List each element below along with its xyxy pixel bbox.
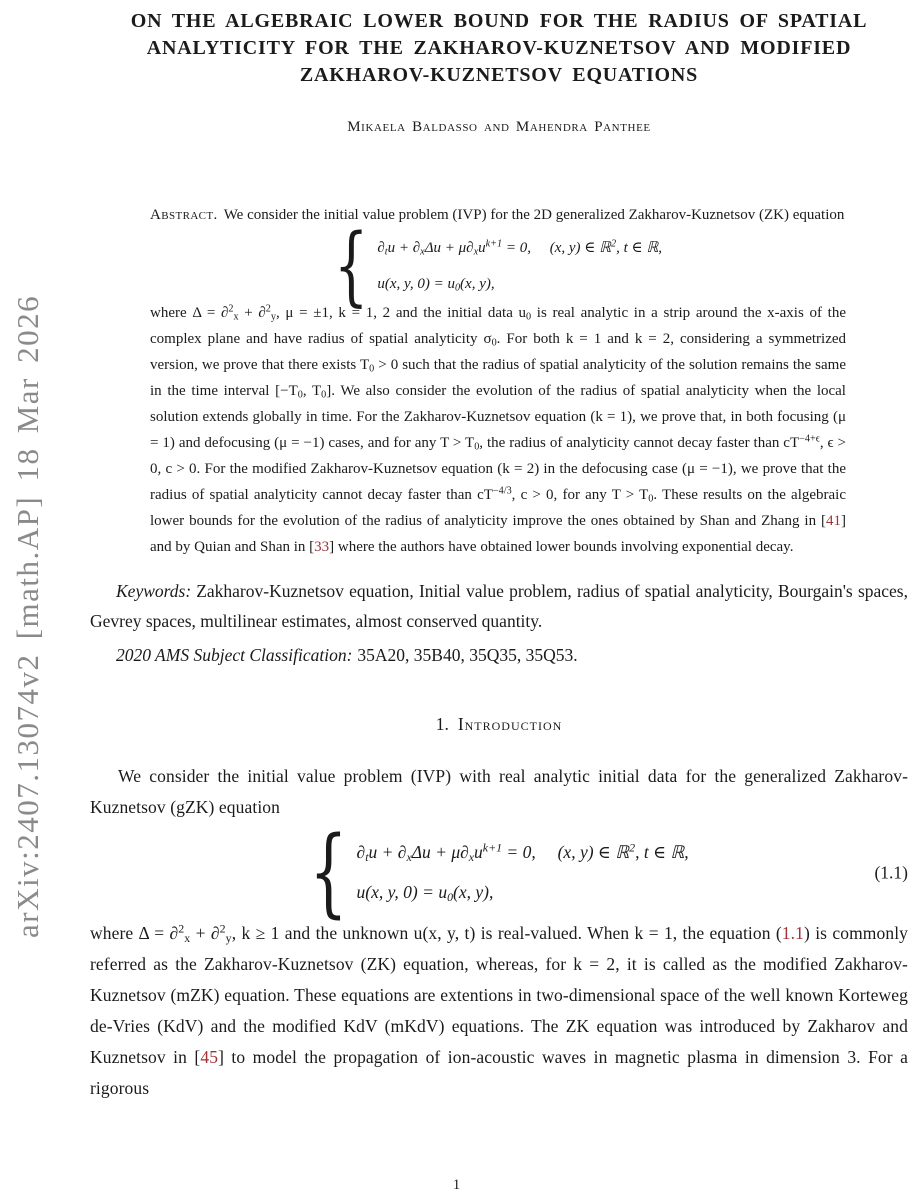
text-run: = 0, (x, y) ∈ ℝ bbox=[502, 842, 630, 862]
text-run: 2 bbox=[178, 921, 185, 936]
citation-33[interactable]: 33 bbox=[314, 539, 330, 555]
equation-1-1-lines bbox=[357, 841, 689, 904]
text-run: t bbox=[365, 849, 369, 864]
text-run: ∂ bbox=[356, 842, 366, 862]
page-number: 1 bbox=[452, 1177, 461, 1193]
text-run: −4+ϵ bbox=[799, 433, 820, 445]
title-line-2: ANALYTICITY FOR THE ZAKHAROV-KUZNETSOV AND MODIFIED bbox=[146, 37, 852, 59]
text-run: 2 bbox=[219, 921, 226, 936]
abstract-intro-paragraph bbox=[150, 202, 846, 228]
paper-content bbox=[90, 0, 908, 1104]
keywords-text: Zakharov-Kuznetsov equation, Initial value problem, radius of spatial analyticity, Bourgain's spaces, Gevrey spaces, multilinear estimates, almost conserved quantity. bbox=[90, 581, 908, 631]
left-brace: { bbox=[333, 214, 369, 316]
text-run: u + ∂ bbox=[368, 842, 407, 862]
classification-text: 35A20, 35B40, 35Q35, 35Q53. bbox=[357, 645, 578, 665]
text-run: ] to model the propagation of ion-acoustic waves in magnetic plasma in dimension 3. For a rigorous bbox=[90, 1047, 908, 1098]
text-run: where Δ = ∂ bbox=[150, 305, 229, 321]
paper-title bbox=[90, 8, 908, 89]
text-run: 2 bbox=[629, 840, 636, 855]
section-title: Introduction bbox=[457, 714, 563, 734]
equation-number: (1.1) bbox=[874, 862, 908, 882]
text-run: , k ≥ 1 and the unknown u(x, y, t) is real-valued. When k = 1, the equation ( bbox=[231, 923, 782, 943]
abstract-body-paragraph bbox=[150, 300, 846, 560]
text-run: u bbox=[478, 240, 486, 256]
abstract-equation-lines bbox=[377, 238, 662, 294]
ref-eq-1-1[interactable]: 1.1 bbox=[781, 923, 804, 943]
classification-paragraph bbox=[90, 640, 908, 670]
text-run: is real analytic in a strip around the x-axis of the complex plane and have radius of spatial analyticity σ bbox=[150, 305, 846, 347]
abstract-equation-line-2 bbox=[377, 274, 662, 294]
text-run: k+1 bbox=[482, 840, 503, 855]
text-run: . For both k = 1 and k = 2, considering a symmetrized version, we prove that there exists T bbox=[150, 331, 847, 373]
text-run: u + ∂ bbox=[387, 240, 421, 256]
equation-1-1-line-1 bbox=[357, 841, 689, 864]
text-run: x bbox=[184, 930, 191, 945]
text-run: x bbox=[233, 311, 239, 323]
text-run: , the radius of analyticity cannot decay faster than cT bbox=[479, 435, 800, 451]
intro-paragraph-2 bbox=[90, 918, 908, 1104]
arxiv-watermark: arXiv:2407.13074v2 [math.AP] 18 Mar 2026 bbox=[10, 294, 45, 938]
text-run: 0 bbox=[648, 493, 654, 505]
text-run: 2 bbox=[611, 238, 617, 250]
text-run: u(x, y, 0) = u bbox=[377, 276, 455, 292]
text-run: 0 bbox=[474, 441, 480, 453]
text-run: + ∂ bbox=[190, 923, 220, 943]
text-run: ]. We also consider the evolution of the radius of spatial analyticity when the local solution extends globally in time. For the Zakharov-Kuznetsov equation (k = 1), we prove that, in both focusing (μ = 1) and defocusing (μ = −1) cases, and for any T > T bbox=[150, 383, 846, 451]
text-run: x bbox=[468, 849, 475, 864]
section-heading-introduction bbox=[90, 714, 908, 735]
title-line-1: ON THE ALGEBRAIC LOWER BOUND FOR THE RADIUS OF SPATIAL bbox=[130, 10, 868, 32]
text-run: . These results on the algebraic lower bounds for the evolution of the radius of analyticity improve the ones obtained by Shan and Zhang in [ bbox=[150, 487, 846, 529]
authors-line: Mikaela Baldasso and Mahendra Panthee bbox=[347, 119, 651, 135]
section-number: 1. bbox=[435, 714, 449, 734]
citation-45[interactable]: 45 bbox=[200, 1047, 219, 1067]
text-run: 0 bbox=[321, 389, 327, 401]
keywords-label: Keywords: bbox=[116, 581, 192, 601]
text-run: −4/3 bbox=[492, 485, 512, 497]
text-run: u bbox=[474, 842, 483, 862]
text-run: , t ∈ ℝ, bbox=[635, 842, 689, 862]
text-run: 0 bbox=[491, 337, 497, 349]
text-run: y bbox=[270, 311, 276, 323]
text-run: Δu + μ∂ bbox=[411, 842, 469, 862]
citation-41[interactable]: 41 bbox=[826, 513, 841, 529]
text-run: (x, y), bbox=[453, 882, 494, 902]
text-run: ] and by Quian and Shan in [ bbox=[150, 513, 846, 555]
text-run: where Δ = ∂ bbox=[90, 923, 179, 943]
classification-label: 2020 AMS Subject Classification: bbox=[116, 645, 353, 665]
text-run: (x, y), bbox=[460, 276, 495, 292]
left-brace: { bbox=[309, 816, 348, 929]
abstract-intro-text: We consider the initial value problem (IVP) for the 2D generalized Zakharov-Kuznetsov (ZK) equation bbox=[223, 207, 845, 223]
text-run: + ∂ bbox=[238, 305, 266, 321]
text-run: , μ = ±1, k = 1, 2 and the initial data u bbox=[275, 305, 527, 321]
text-run: , t ∈ ℝ, bbox=[616, 240, 663, 256]
title-line-3: ZAKHAROV-KUZNETSOV EQUATIONS bbox=[299, 64, 699, 86]
text-run: k+1 bbox=[485, 238, 503, 250]
text-run: y bbox=[225, 930, 232, 945]
intro-paragraph-1: We consider the initial value problem (IVP) with real analytic initial data for the generalized Zakharov-Kuznetsov (gZK) equation bbox=[90, 766, 908, 817]
abstract-block bbox=[150, 202, 846, 560]
text-run: x bbox=[473, 246, 479, 258]
text-run: = 0, (x, y) ∈ ℝ bbox=[502, 240, 612, 256]
text-run: x bbox=[406, 849, 412, 864]
equation-1-1 bbox=[90, 816, 908, 929]
abstract-equation-line-1 bbox=[377, 238, 662, 258]
text-run: , T bbox=[302, 383, 322, 399]
text-run: u(x, y, 0) = u bbox=[356, 882, 448, 902]
text-run: , ϵ > 0, c > 0. For the modified Zakharov-Kuznetsov equation (k = 2) in the defocusing case (μ = −1), we prove that the radius of spatial analyticity cannot decay faster than cT bbox=[150, 435, 847, 503]
text-run: 0 bbox=[369, 363, 375, 375]
abstract-label: Abstract. bbox=[150, 207, 218, 223]
text-run: ∂ bbox=[377, 240, 385, 256]
text-run: ] where the authors have obtained lower bounds involving exponential decay. bbox=[329, 539, 794, 555]
text-run: 2 bbox=[265, 303, 271, 315]
text-run: 0 bbox=[454, 282, 461, 294]
keywords-paragraph bbox=[90, 576, 908, 636]
equation-1-1-line-2 bbox=[357, 881, 689, 904]
text-run: , c > 0, for any T > T bbox=[511, 487, 649, 503]
text-run: 0 bbox=[526, 311, 532, 323]
text-run: > 0 such that the radius of spatial analyticity of the solution remains the same in the time interval [−T bbox=[150, 357, 846, 399]
text-run: 0 bbox=[297, 389, 303, 401]
text-run: 0 bbox=[447, 889, 454, 904]
text-run: x bbox=[420, 246, 425, 258]
text-run: ) is commonly referred as the Zakharov-Kuznetsov (ZK) equation, whereas, for k = 2, it is called as the modified Zakharov-Kuznetsov (mZK) equation. These equations are extentions in two-dimensional space of the well known Korteweg de-Vries (KdV) and the modified KdV (mKdV) equations. The ZK equation was introduced by Zakharov and Kuznetsov in [ bbox=[90, 923, 909, 1067]
text-run: Δu + μ∂ bbox=[424, 240, 474, 256]
text-run: 2 bbox=[228, 303, 234, 315]
text-run: t bbox=[384, 246, 388, 258]
